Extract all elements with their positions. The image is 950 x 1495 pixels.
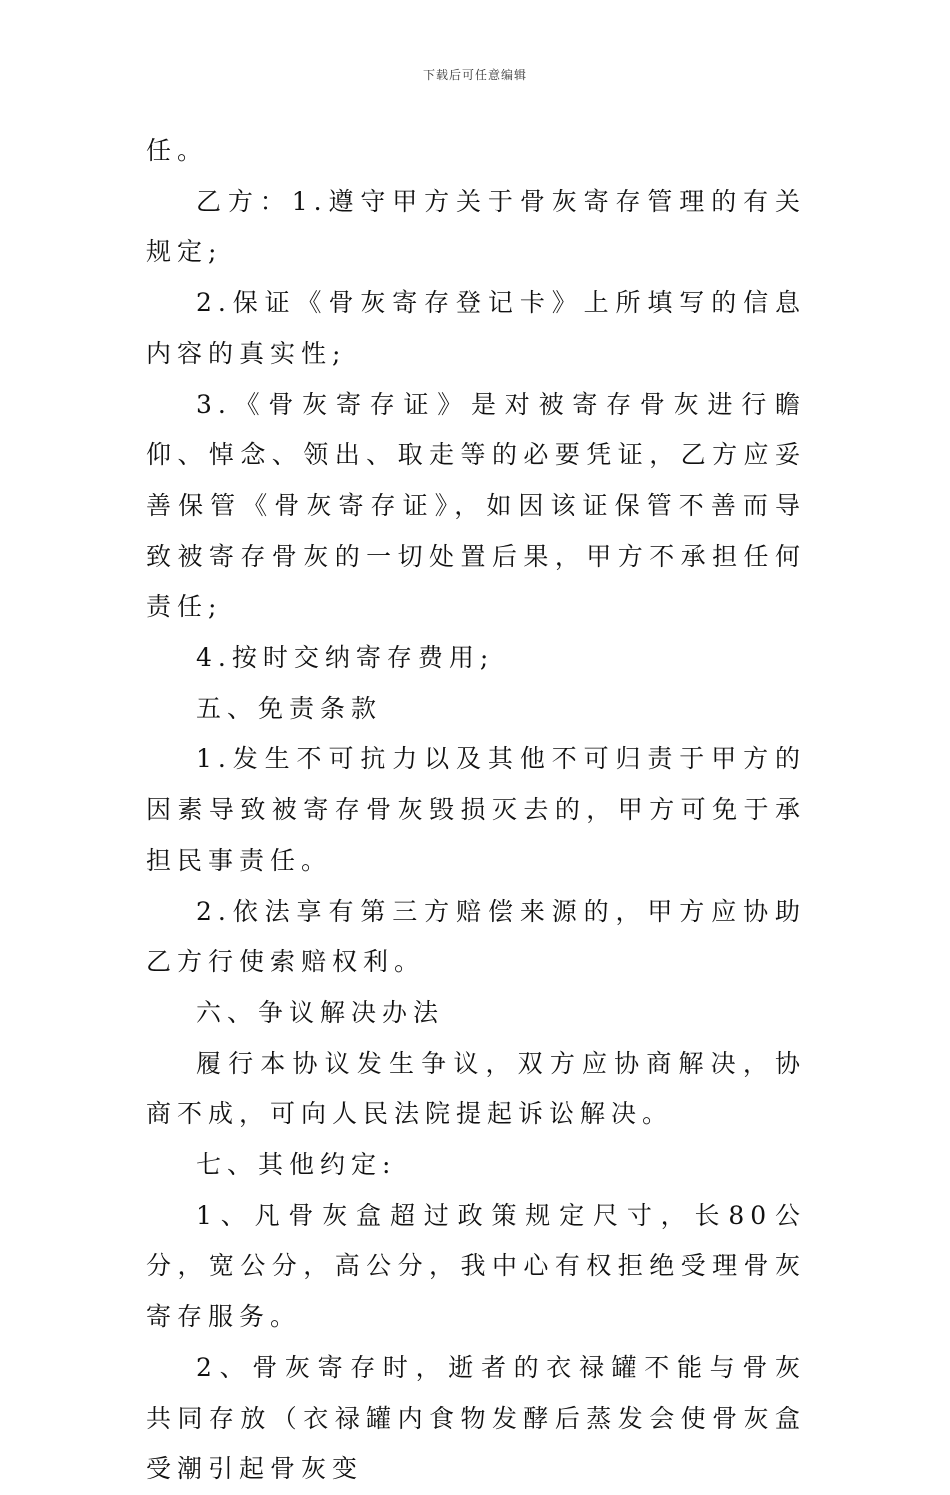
paragraph: 4.按时交纳寄存费用; [196,643,495,673]
paragraph: 任。 [146,136,209,165]
paragraph: 2.依法享有第三方赔偿来源的，甲方应协助乙方行使索赔权利。 [146,896,806,977]
paragraph: 1、凡骨灰盒超过政策规定尺寸，长80公分，宽公分，高公分，我中心有权拒绝受理骨灰寄存服务。 [146,1200,806,1332]
document-body [146,126,806,1495]
paragraph: 乙方：1.遵守甲方关于骨灰寄存管理的有关规定; [146,186,806,267]
paragraph: 3.《骨灰寄存证》是对被寄存骨灰进行瞻仰、悼念、领出、取走等的必要凭证，乙方应妥善保管《骨灰寄存证》，如因该证保管不善而导致被寄存骨灰的一切处置后果，甲方不承担任何责任; [146,389,806,622]
page-header: 下载后可任意编辑 [422,68,527,82]
paragraph: 1.发生不可抗力以及其他不可归责于甲方的因素导致被寄存骨灰毁损灭去的，甲方可免于承担民事责任。 [146,744,806,875]
paragraph: 2.保证《骨灰寄存登记卡》上所填写的信息内容的真实性; [146,288,806,368]
paragraph: 2、骨灰寄存时，逝者的衣禄罐不能与骨灰共同存放（衣禄罐内食物发酵后蒸发会使骨灰盒受潮引起骨灰变 [146,1352,806,1484]
section-heading: 五、免责条款 [196,693,383,723]
section-heading: 六、争议解决办法 [196,997,445,1027]
section-heading: 七、其他约定: [196,1150,397,1180]
paragraph: 履行本协议发生争议，双方应协商解决，协商不成，可向人民法院提起诉讼解决。 [146,1048,806,1129]
